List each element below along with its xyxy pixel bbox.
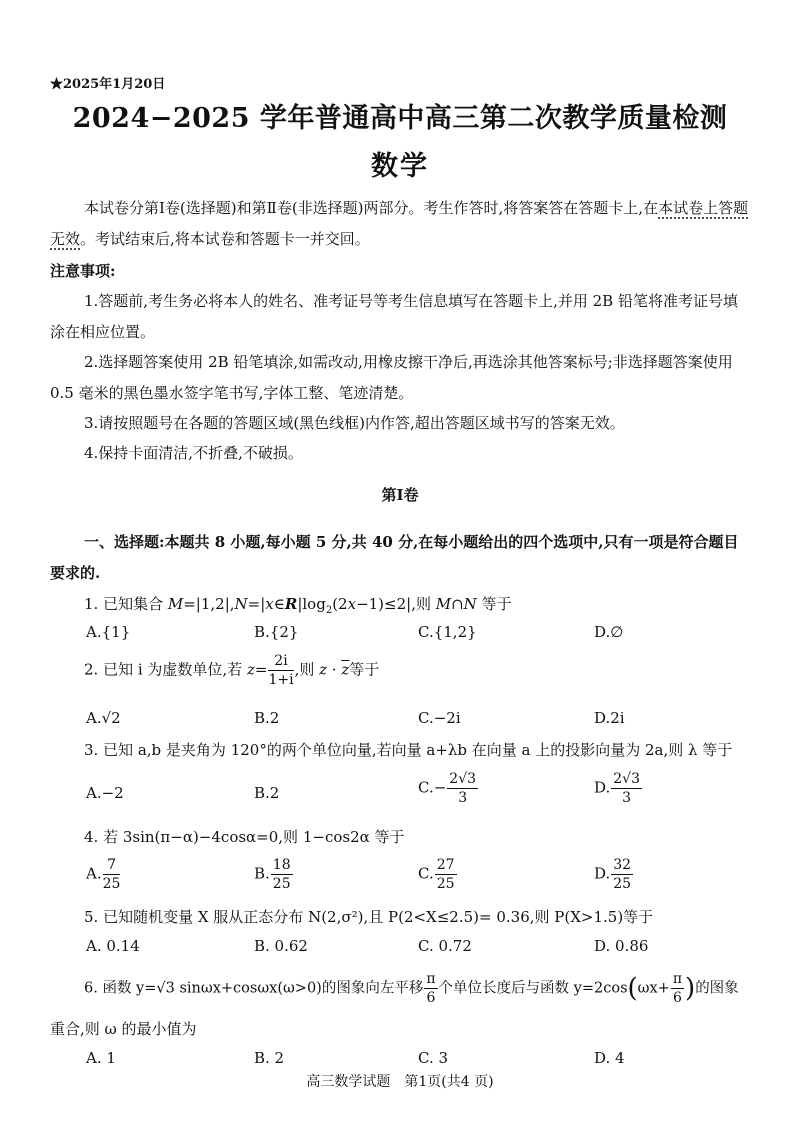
option-b: B. 0.62	[254, 937, 308, 955]
option-d: D. 4	[594, 1049, 625, 1067]
page-footer: 高三数学试题 第1页(共4 页)	[306, 1074, 494, 1090]
option-d: D.2i	[594, 709, 625, 727]
q6-text: 个单位长度后与函数 y=2cos	[438, 980, 628, 997]
option-a: A. 0.14	[86, 937, 140, 955]
question-5: 5. 已知随机变量 X 服从正态分布 N(2,σ²),且 P(2<X≤2.5)= 0.36,则 P(X>1.5)等于	[84, 908, 654, 926]
option-d: D.∅	[594, 623, 624, 641]
intro-paragraph	[50, 193, 750, 255]
question-1: 1. 已知集合 $M=|1,2|,N=|x\in R|\log_2(2x-1)\le 2|$,则 M∩N 等于	[84, 595, 512, 616]
question-6-line-2: 重合,则 ω 的最小值为	[50, 1020, 197, 1038]
option-b: B.2	[254, 709, 280, 727]
option-a: A.{1}	[86, 623, 131, 641]
notice-item: 4.保持卡面清洁,不折叠,不破损。	[84, 444, 303, 462]
notice-item: 1.答题前,考生务必将本人的姓名、准考证号等考生信息填写在答题卡上,并用 2B 铅笔将准考证号填涂在相应位置。	[50, 292, 738, 341]
option-b: B.{2}	[254, 623, 299, 641]
question-3: 3. 已知 a,b 是夹角为 120°的两个单位向量,若向量 a+λb 在向量 a 上的投影向量为 2a,则 λ 等于	[84, 741, 733, 759]
part-one-instructions: 一、选择题:本题共 8 小题,每小题 5 分,共 40 分,在每小题给出的四个选项中,只有一项是符合题目要求的.	[50, 533, 739, 582]
q2-text: 等于	[349, 660, 380, 679]
q1-text: =|1,2|,	[183, 595, 235, 613]
q1-text: ∩	[451, 595, 464, 613]
option-b: B. $\frac{18}{25}$	[254, 857, 291, 892]
option-a: A.√2	[86, 709, 121, 727]
notice-item: 2.选择题答案使用 2B 铅笔填涂,如需改动,用橡皮擦干净后,再选涂其他答案标号;非选择题答案使用 0.5 毫米的黑色墨水签字笔书写,字体工整、笔迹清楚。	[50, 353, 733, 402]
intro-text-end: 。考试结束后,将本试卷和答题卡一并交回。	[80, 230, 370, 248]
question-3-options	[86, 770, 766, 818]
intro-text: 本试卷分第Ⅰ卷(选择题)和第Ⅱ卷(非选择题)两部分。考生作答时,将答案答在答题卡上,在	[84, 199, 659, 217]
question-4-options	[86, 856, 766, 904]
notice-item: 3.请按照题号在各题的答题区域(黑色线框)内作答,超出答题区域书写的答案无效。	[84, 414, 625, 432]
q1-text: 1. 已知集合	[84, 595, 168, 613]
intro-emphasis: 本试卷上答题无效	[50, 199, 749, 248]
q1-text: |log	[297, 595, 326, 613]
question-6: 6. 函数 y=√3 sinωx+cosωx(ω>0)的图象向左平移 $\frac{\pi}{6}$ 个单位长度后与函数 y=2cos(ωx+ $\frac{\pi}{6}$ )的图象	[84, 971, 739, 1006]
q1-text: =|	[247, 595, 266, 613]
exam-subject: 数学	[371, 151, 429, 182]
option-c: C. $\frac{27}{25}$	[418, 857, 455, 892]
option-b: B.2	[254, 784, 280, 802]
option-c: C.− $\frac{2√3}{3}$	[418, 771, 477, 806]
q6-text: 的图象	[695, 980, 739, 997]
question-2: 2. 已知 i 为虚数单位,若 z= $\frac{2i}{1+i}$ ,则 $z \cdot \overline{z}$等于	[84, 653, 380, 688]
question-4: 4. 若 3sin(π−α)−4cosα=0,则 1−cos2α 等于	[84, 828, 405, 846]
q2-fraction: $\frac{2i}{1+i}$	[268, 653, 294, 688]
option-c: C.{1,2}	[418, 623, 477, 641]
option-d: D. 0.86	[594, 937, 649, 955]
option-b: B. 2	[254, 1049, 285, 1067]
q1-text: ∈	[273, 595, 285, 613]
option-d: D. $\frac{32}{25}$	[594, 857, 632, 892]
option-a: A. $\frac{7}{25}$	[86, 857, 121, 892]
q1-text: 等于	[476, 595, 512, 613]
q1-text: −1)≤2|,则	[356, 595, 436, 613]
option-c: C.−2i	[418, 709, 461, 727]
section-title: 第Ⅰ卷	[381, 486, 419, 504]
q6-text: 6. 函数 y=√3 sinωx+cosωx(ω>0)的图象向左平移	[84, 980, 424, 997]
option-a: A. 1	[86, 1049, 116, 1067]
option-c: C. 3	[418, 1049, 449, 1067]
exam-date: ★2025年1月20日	[50, 77, 166, 92]
q2-text: ,则	[294, 660, 320, 679]
option-a: A.−2	[86, 784, 124, 802]
option-d: D. $\frac{2√3}{3}$	[594, 771, 641, 806]
q2-text: 2. 已知 i 为虚数单位,若	[84, 660, 247, 679]
option-c: C. 0.72	[418, 937, 472, 955]
exam-title: 2024−2025 学年普通高中高三第二次教学质量检测	[72, 103, 728, 134]
notice-heading: 注意事项:	[50, 262, 116, 280]
q1-text: (2	[332, 595, 348, 613]
